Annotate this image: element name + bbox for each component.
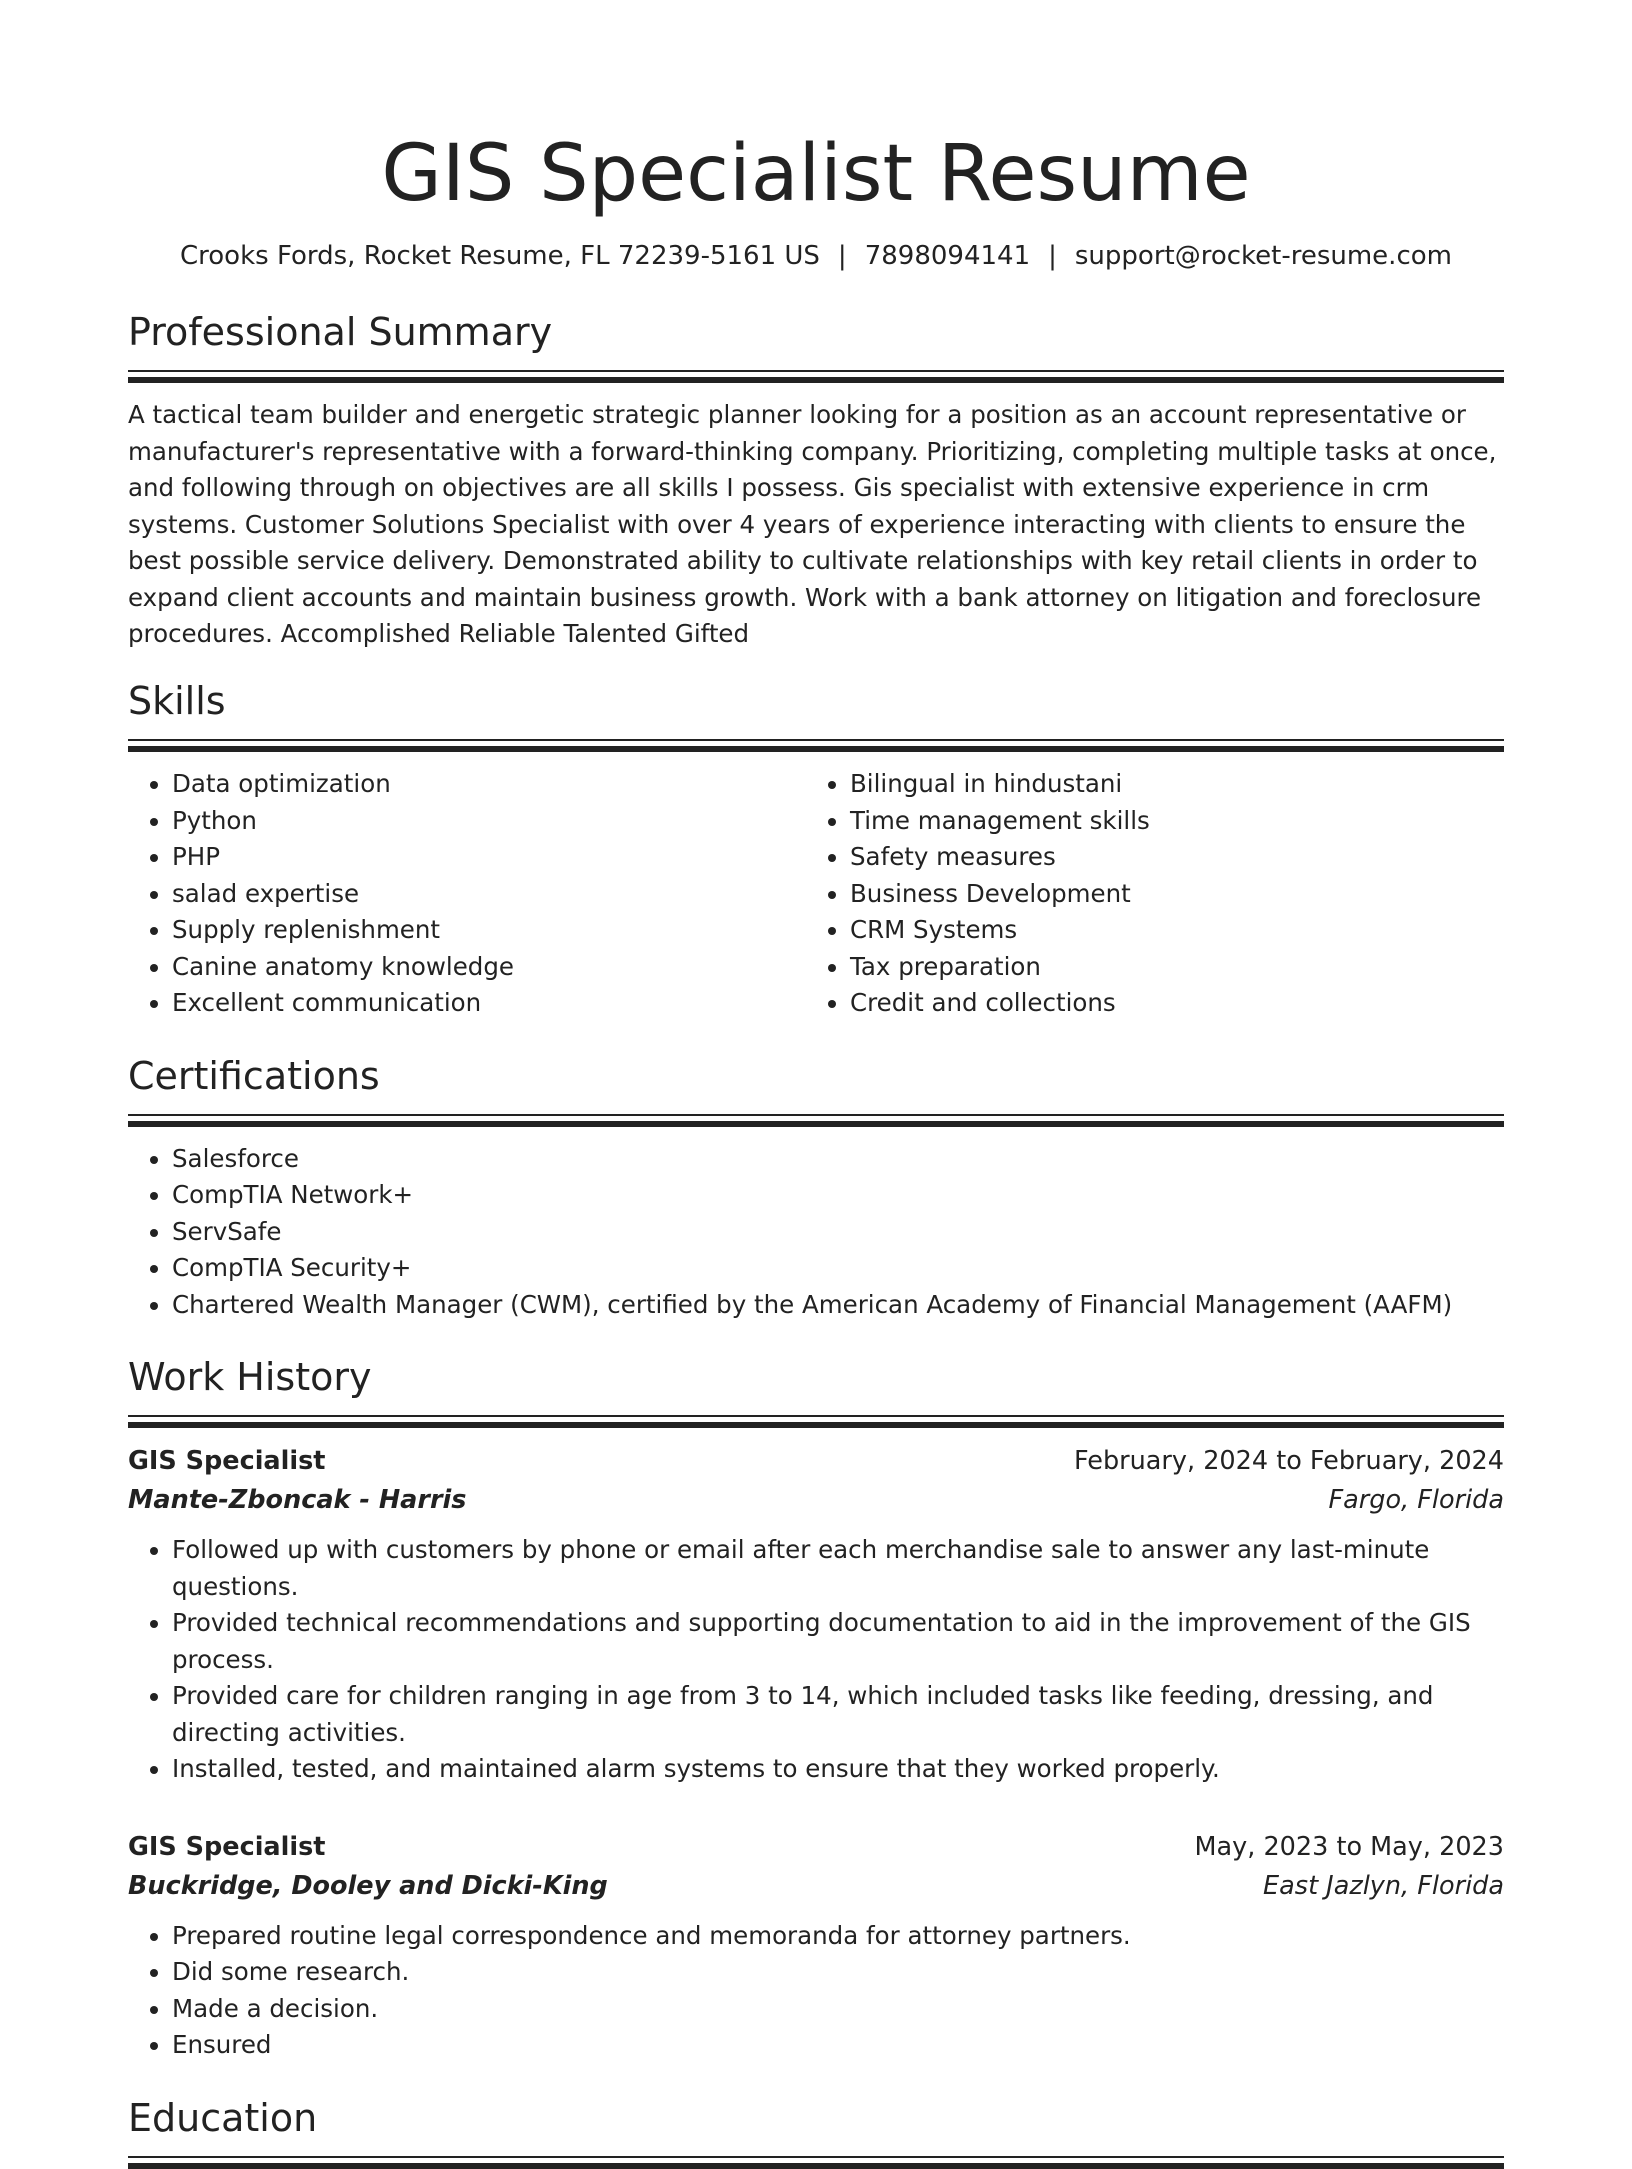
job-entry	[128, 1828, 1504, 2064]
skills-list-right	[806, 766, 1484, 1022]
section-heading-certifications: Certifications	[128, 1053, 380, 1098]
skills-right-column	[806, 752, 1484, 1022]
job-bullet: • Provided care for children ranging in age from 3 to 14, which included tasks like feeding, dressing, and directing activities.	[172, 1678, 1504, 1751]
skills-section	[128, 675, 1504, 1022]
skill-item: • Business Development	[850, 876, 1484, 913]
skill-item: • salad expertise	[172, 876, 806, 913]
skill-item: • Credit and collections	[850, 985, 1484, 1022]
job-bullet: • Did some research.	[172, 1954, 1504, 1991]
skills-list-left	[128, 766, 806, 1022]
contact-line	[128, 238, 1504, 274]
section-heading-skills: Skills	[128, 679, 226, 723]
resume-page	[128, 0, 1504, 2169]
skill-item: • PHP	[172, 839, 806, 876]
section-heading-work-history: Work History	[128, 1355, 372, 1399]
job-location: East Jazlyn, Florida	[1263, 1870, 1504, 1901]
job-company: Buckridge, Dooley and Dicki-King	[128, 1870, 608, 1901]
section-divider-thick	[128, 377, 1504, 383]
job-company: Mante-Zboncak - Harris	[128, 1485, 467, 1515]
contact-phone: 7898094141	[864, 241, 1031, 271]
job-bullet: • Followed up with customers by phone or email after each merchandise sale to answer any last-minute questions.	[172, 1532, 1504, 1605]
job-bullet: • Made a decision.	[172, 1991, 1504, 2028]
job-bullet: • Provided technical recommendations and supporting documentation to aid in the improvement of the GIS process.	[172, 1605, 1504, 1678]
job-dates: May, 2023 to May, 2023	[1194, 1831, 1504, 1862]
contact-address: Crooks Fords, Rocket Resume, FL 72239-5161 US	[180, 241, 820, 271]
summary-text: A tactical team builder and energetic strategic planner looking for a position as an account representative or manufacturer's representative with a forward-thinking company. Prioritizing, completing multiple tasks at once, and following through on objectives are all skills I possess. Gis specialist with extensive experience in crm systems. Customer Solutions Specialist with over 4 years of experience interacting with clients to ensure the best possible service delivery. Demonstrated ability to cultivate relationships with key retail clients in order to expand client accounts and maintain business growth. Work with a bank attorney on litigation and foreclosure procedures. Accomplished Reliable Talented Gifted	[128, 400, 1497, 648]
certification-item: • CompTIA Security+	[172, 1250, 1504, 1287]
job-bullet: • Ensured	[172, 2027, 1504, 2064]
job-entry	[128, 1442, 1504, 1788]
contact-separator: |	[1048, 241, 1057, 271]
skill-item: • CRM Systems	[850, 912, 1484, 949]
job-title: GIS Specialist	[128, 1446, 326, 1476]
certifications-list	[128, 1141, 1504, 1324]
work-history-section	[128, 1351, 1504, 2064]
skill-item: • Supply replenishment	[172, 912, 806, 949]
section-heading-summary: Professional Summary	[128, 310, 553, 354]
education-section	[128, 2092, 1504, 2169]
job-title: GIS Specialist	[128, 1831, 326, 1862]
job-bullets	[128, 1532, 1504, 1788]
skill-item: • Bilingual in hindustani	[850, 766, 1484, 803]
contact-email: support@rocket-resume.com	[1074, 241, 1452, 271]
job-bullet: • Prepared routine legal correspondence and memoranda for attorney partners.	[172, 1918, 1504, 1955]
job-subheader-row	[128, 1867, 1504, 1906]
summary-section	[128, 306, 1504, 653]
certification-item: • ServSafe	[172, 1214, 1504, 1251]
certifications-section	[128, 1050, 1504, 1324]
skill-item: • Data optimization	[172, 766, 806, 803]
job-dates: February, 2024 to February, 2024	[1073, 1446, 1504, 1476]
skills-columns	[128, 752, 1504, 1022]
section-divider-thick	[128, 1422, 1504, 1428]
certification-item: • Chartered Wealth Manager (CWM), certified by the American Academy of Financial Management (AAFM)	[172, 1287, 1504, 1324]
skill-item: • Tax preparation	[850, 949, 1484, 986]
skill-item: • Safety measures	[850, 839, 1484, 876]
section-divider	[128, 1415, 1504, 1417]
job-header-row	[128, 1442, 1504, 1481]
section-divider	[128, 1114, 1504, 1116]
skill-item: • Time management skills	[850, 803, 1484, 840]
section-divider	[128, 739, 1504, 741]
job-subheader-row	[128, 1481, 1504, 1520]
section-divider-thick	[128, 1121, 1504, 1127]
job-bullets	[128, 1918, 1504, 2064]
skill-item: • Python	[172, 803, 806, 840]
section-divider	[128, 370, 1504, 372]
certification-item: • Salesforce	[172, 1141, 1504, 1178]
skill-item: • Canine anatomy knowledge	[172, 949, 806, 986]
skill-item: • Excellent communication	[172, 985, 806, 1022]
certification-item: • CompTIA Network+	[172, 1177, 1504, 1214]
job-bullet: • Installed, tested, and maintained alarm systems to ensure that they worked properly.	[172, 1751, 1504, 1788]
skills-left-column	[128, 752, 806, 1022]
section-divider	[128, 2156, 1504, 2158]
section-divider-thick	[128, 2163, 1504, 2169]
job-header-row	[128, 1828, 1504, 1867]
section-heading-education: Education	[128, 2095, 318, 2140]
contact-separator: |	[837, 241, 847, 271]
resume-title: GIS Specialist Resume	[381, 129, 1251, 219]
job-location: Fargo, Florida	[1328, 1485, 1504, 1515]
